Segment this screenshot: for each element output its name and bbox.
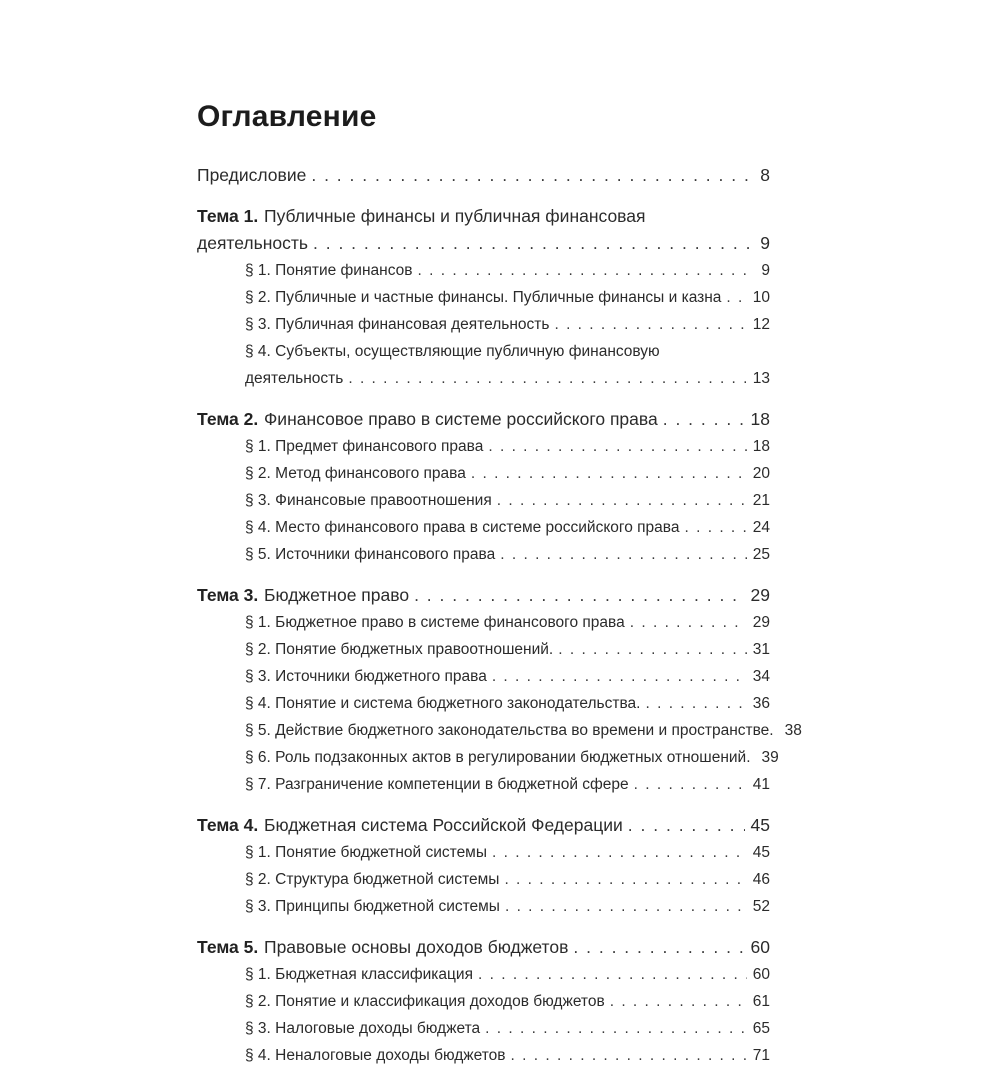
toc-line [197, 934, 770, 961]
dot-leader [313, 230, 754, 257]
toc-line [197, 582, 770, 609]
page-number: 45 [752, 844, 770, 861]
dot-leader [311, 162, 754, 189]
page-number: 38 [784, 722, 802, 739]
toc-line-text: § 5. Источники финансового права [245, 546, 496, 563]
page-number: 52 [752, 898, 770, 915]
toc-line [197, 284, 770, 311]
toc-line [197, 1015, 770, 1042]
toc-line-text: § 3. Публичная финансовая деятельность [245, 316, 550, 333]
dot-leader [663, 406, 745, 433]
toc-line-text: § 2. Публичные и частные финансы. Публичные финансы и казна [245, 289, 722, 306]
dot-leader [511, 1042, 747, 1069]
page-number: 34 [752, 668, 770, 685]
dot-leader [414, 582, 744, 609]
page-number: 25 [752, 546, 770, 563]
toc-line [197, 839, 770, 866]
toc-line [197, 812, 770, 839]
toc-line-text: § 4. Неналоговые доходы бюджетов [245, 1047, 506, 1064]
toc-line [197, 961, 770, 988]
toc-line-text: Публичные финансы и публичная финансовая [264, 206, 646, 226]
toc-line [197, 771, 770, 798]
toc-line [197, 636, 770, 663]
dot-leader [505, 893, 747, 920]
toc-line-text: § 4. Понятие и система бюджетного законодательства. [245, 695, 641, 712]
toc-line [197, 162, 770, 189]
page-title: Оглавление [197, 100, 377, 133]
dot-leader [634, 771, 747, 798]
toc-line [197, 609, 770, 636]
page-number: 8 [760, 165, 770, 185]
toc-line [197, 988, 770, 1015]
dot-leader [478, 961, 747, 988]
toc-line-text: § 7. Разграничение компетенции в бюджетной сфере [245, 776, 629, 793]
dot-leader [558, 636, 747, 663]
toc-line-text: § 3. Принципы бюджетной системы [245, 898, 500, 915]
toc-line [197, 338, 770, 365]
page-number: 60 [750, 937, 770, 957]
toc-line [197, 663, 770, 690]
toc-line-text: § 2. Понятие и классификация доходов бюджетов [245, 993, 605, 1010]
theme-label: Тема 2. [197, 409, 259, 429]
dot-leader [471, 460, 747, 487]
dot-leader [684, 514, 746, 541]
page-number: 29 [752, 614, 770, 631]
toc-line [197, 460, 770, 487]
dot-leader [554, 311, 746, 338]
dot-leader [348, 365, 746, 392]
toc-line-text: § 5. Действие бюджетного законодательства во времени и пространстве. [245, 722, 774, 739]
page-number: 45 [750, 815, 770, 835]
toc-line [197, 744, 779, 771]
toc-line-text: § 2. Метод финансового права [245, 465, 466, 482]
toc-line-text: § 1. Бюджетная классификация [245, 966, 473, 983]
toc-line-text: § 4. Субъекты, осуществляющие публичную финансовую [245, 343, 660, 360]
toc-line [197, 257, 770, 284]
toc-line-text: § 1. Бюджетное право в системе финансового права [245, 614, 625, 631]
page-number: 18 [752, 438, 770, 455]
theme-label: Тема 4. [197, 815, 259, 835]
dot-leader [630, 609, 747, 636]
dot-leader [500, 541, 747, 568]
page-number: 13 [752, 370, 770, 387]
page-number: 61 [752, 993, 770, 1010]
toc-line-text: § 2. Понятие бюджетных правоотношений. [245, 641, 554, 658]
dot-leader [488, 433, 746, 460]
dot-leader [610, 988, 747, 1015]
toc-line [197, 230, 770, 257]
toc-line-text: § 1. Предмет финансового права [245, 438, 484, 455]
toc-line-text: § 3. Финансовые правоотношения [245, 492, 492, 509]
page-number: 31 [752, 641, 770, 658]
dot-leader [497, 487, 747, 514]
theme-label: Тема 5. [197, 937, 259, 957]
page-number: 12 [752, 316, 770, 333]
toc-line [197, 487, 770, 514]
page-number: 9 [760, 233, 770, 253]
toc-line [197, 893, 770, 920]
page-number: 46 [752, 871, 770, 888]
dot-leader [573, 934, 744, 961]
toc-line [197, 203, 770, 230]
page-number: 9 [761, 262, 770, 279]
toc-line-text: § 3. Налоговые доходы бюджета [245, 1020, 481, 1037]
toc-line [197, 406, 770, 433]
toc-line-text: Правовые основы доходов бюджетов [264, 937, 569, 957]
page-number: 29 [750, 585, 770, 605]
toc-line-text: § 6. Роль подзаконных актов в регулировании бюджетных отношений. [245, 749, 751, 766]
page-number: 21 [752, 492, 770, 509]
dot-leader [645, 690, 746, 717]
dot-leader [628, 812, 745, 839]
theme-label: Тема 1. [197, 206, 259, 226]
dot-leader [492, 839, 747, 866]
toc-line [197, 717, 802, 744]
page-number: 20 [752, 465, 770, 482]
toc-line [197, 514, 770, 541]
toc-line-text: § 4. Место финансового права в системе российского права [245, 519, 680, 536]
dot-leader [485, 1015, 747, 1042]
page-number: 36 [752, 695, 770, 712]
toc-line-text: § 2. Структура бюджетной системы [245, 871, 500, 888]
dot-leader [492, 663, 747, 690]
page-number: 65 [752, 1020, 770, 1037]
toc-line [197, 541, 770, 568]
toc-line-text: § 1. Понятие бюджетной системы [245, 844, 487, 861]
toc-line [197, 365, 770, 392]
dot-leader [726, 284, 746, 311]
dot-leader [504, 866, 746, 893]
page-number: 60 [752, 966, 770, 983]
toc-line [197, 1042, 770, 1069]
toc-line-text: Финансовое право в системе российского права [264, 409, 658, 429]
dot-leader [418, 257, 756, 284]
toc-line-text: § 3. Источники бюджетного права [245, 668, 487, 685]
page-number: 10 [752, 289, 770, 306]
page-number: 41 [752, 776, 770, 793]
toc-line [197, 866, 770, 893]
toc-line [197, 433, 770, 460]
toc-list [197, 162, 802, 1069]
page-number: 71 [752, 1047, 770, 1064]
page-number: 39 [761, 749, 779, 766]
toc-line-text: Предисловие [197, 165, 307, 185]
toc-line [197, 690, 770, 717]
toc-line [197, 311, 770, 338]
toc-line-text: Бюджетная система Российской Федерации [264, 815, 623, 835]
page-number: 18 [750, 409, 770, 429]
toc-line-text: деятельность [197, 233, 308, 253]
toc-line-text: деятельность [245, 370, 344, 387]
toc-line-text: § 1. Понятие финансов [245, 262, 413, 279]
theme-label: Тема 3. [197, 585, 259, 605]
page-number: 24 [752, 519, 770, 536]
toc-line-text: Бюджетное право [264, 585, 410, 605]
